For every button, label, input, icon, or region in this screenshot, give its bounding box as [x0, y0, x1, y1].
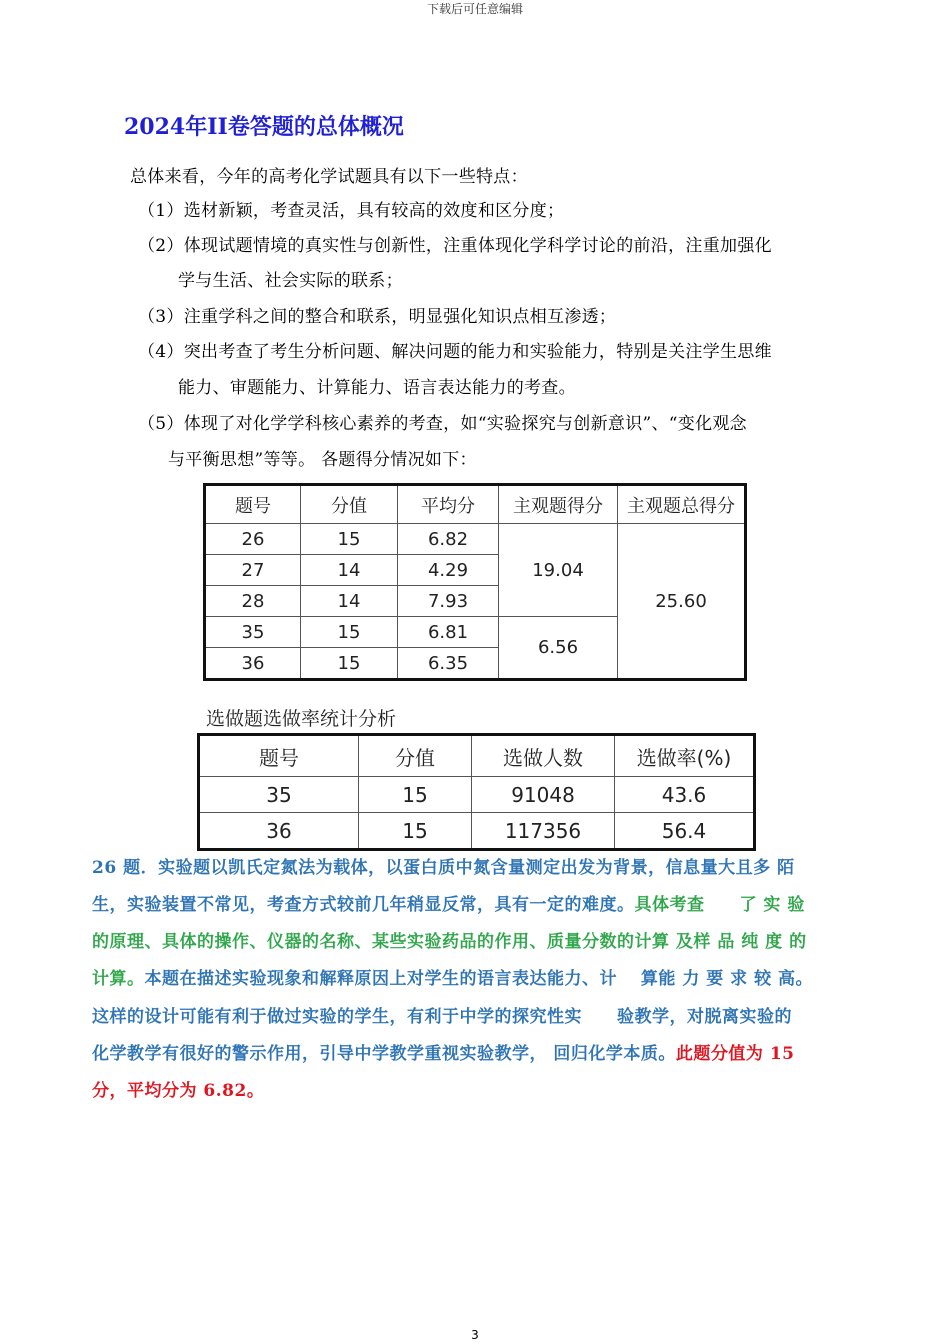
- analysis-line: [92, 931, 807, 953]
- analysis-line: [92, 894, 805, 916]
- intro-line: 学与生活、社会实际的联系；: [178, 271, 403, 291]
- analysis-segment: 分，平均分为 6.82。: [92, 1081, 265, 1101]
- table-cell: 36: [199, 813, 359, 850]
- table-cell: 27: [205, 555, 301, 586]
- score-table: [203, 483, 747, 681]
- table-row: [199, 813, 755, 850]
- table-cell: 15: [359, 777, 472, 813]
- table-cell: 14: [301, 586, 398, 617]
- subjective-score-cell: 6.56: [499, 617, 618, 680]
- analysis-segment: 此题分值为 15: [675, 1044, 795, 1064]
- table-header-row: [199, 735, 755, 777]
- table-cell: 56.4: [615, 813, 755, 850]
- column-header: 主观题得分: [499, 485, 618, 524]
- table-header-row: [205, 485, 746, 524]
- column-header: 题号: [205, 485, 301, 524]
- table-cell: 35: [199, 777, 359, 813]
- intro-line: 能力、审题能力、计算能力、语言表达能力的考查。: [178, 378, 576, 398]
- table-cell: 7.93: [398, 586, 499, 617]
- table-cell: 6.81: [398, 617, 499, 648]
- page-number: 3: [471, 1328, 479, 1342]
- table-cell: 15: [301, 524, 398, 555]
- table-cell: 36: [205, 648, 301, 680]
- table-cell: 15: [301, 648, 398, 680]
- analysis-segment: 计算。: [92, 969, 145, 989]
- analysis-line: [92, 857, 795, 879]
- choice-table-caption: 选做题选做率统计分析: [206, 708, 397, 730]
- analysis-line: [92, 1043, 795, 1065]
- table-cell: 28: [205, 586, 301, 617]
- column-header: 选做人数: [472, 735, 615, 777]
- table-cell: 6.35: [398, 648, 499, 680]
- analysis-line: [92, 1006, 792, 1028]
- table-cell: 43.6: [615, 777, 755, 813]
- page-title: 2024年II卷答题的总体概况: [124, 114, 404, 140]
- intro-line: （1）选材新颖，考查灵活，具有较高的效度和区分度；: [138, 201, 565, 221]
- column-header: 选做率(%): [615, 735, 755, 777]
- table-cell: 4.29: [398, 555, 499, 586]
- intro-line: （4）突出考查了考生分析问题、解决问题的能力和实验能力，特别是关注学生思维: [138, 342, 772, 362]
- table-cell: 26: [205, 524, 301, 555]
- analysis-segment: 本题在描述实验现象和解释原因上对学生的语言表达能力、计 算能 力 要 求 较 高。: [144, 969, 814, 989]
- table-cell: 117356: [472, 813, 615, 850]
- table-cell: 15: [301, 617, 398, 648]
- table-cell: 35: [205, 617, 301, 648]
- subjective-score-cell: 19.04: [499, 524, 618, 617]
- analysis-segment: 具体考查 了 实 验: [634, 895, 805, 915]
- column-header: 分值: [359, 735, 472, 777]
- table-row: [199, 777, 755, 813]
- analysis-segment: 这样的设计可能有利于做过实验的学生，有利于中学的探究性实 验教学，对脱离实验的: [92, 1007, 792, 1027]
- choice-table: [197, 733, 756, 851]
- intro-line: （5）体现了对化学学科核心素养的考查，如“实验探究与创新意识”、“变化观念: [138, 414, 747, 434]
- table-row: [205, 524, 746, 555]
- analysis-segment: 的原理、具体的操作、仪器的名称、某些实验药品的作用、质量分数的计算 及样 品 纯 度 的: [92, 932, 807, 952]
- table-cell: 91048: [472, 777, 615, 813]
- header-note: 下载后可任意编辑: [426, 2, 523, 16]
- analysis-segment: 26 题．实验题以凯氏定氮法为载体，以蛋白质中氮含量测定出发为背景，信息量大且多 陌: [92, 858, 795, 878]
- analysis-segment: 生，实验装置不常见，考查方式较前几年稍显反常，具有一定的难度。: [92, 895, 635, 915]
- intro-line: （2）体现试题情境的真实性与创新性，注重体现化学科学讨论的前沿，注重加强化: [138, 236, 772, 256]
- subjective-total-cell: 25.60: [618, 524, 746, 680]
- analysis-segment: 化学教学有很好的警示作用，引导中学教学重视实验教学， 回归化学本质。: [92, 1044, 676, 1064]
- analysis-line: [92, 968, 813, 990]
- column-header: 主观题总得分: [618, 485, 746, 524]
- intro-line: 总体来看，今年的高考化学试题具有以下一些特点：: [130, 167, 528, 187]
- table-cell: 14: [301, 555, 398, 586]
- analysis-line: [92, 1080, 264, 1102]
- table-cell: 15: [359, 813, 472, 850]
- intro-line: 与平衡思想”等等。 各题得分情况如下：: [168, 450, 477, 470]
- column-header: 平均分: [398, 485, 499, 524]
- column-header: 分值: [301, 485, 398, 524]
- intro-line: （3）注重学科之间的整合和联系，明显强化知识点相互渗透；: [138, 307, 617, 327]
- table-cell: 6.82: [398, 524, 499, 555]
- column-header: 题号: [199, 735, 359, 777]
